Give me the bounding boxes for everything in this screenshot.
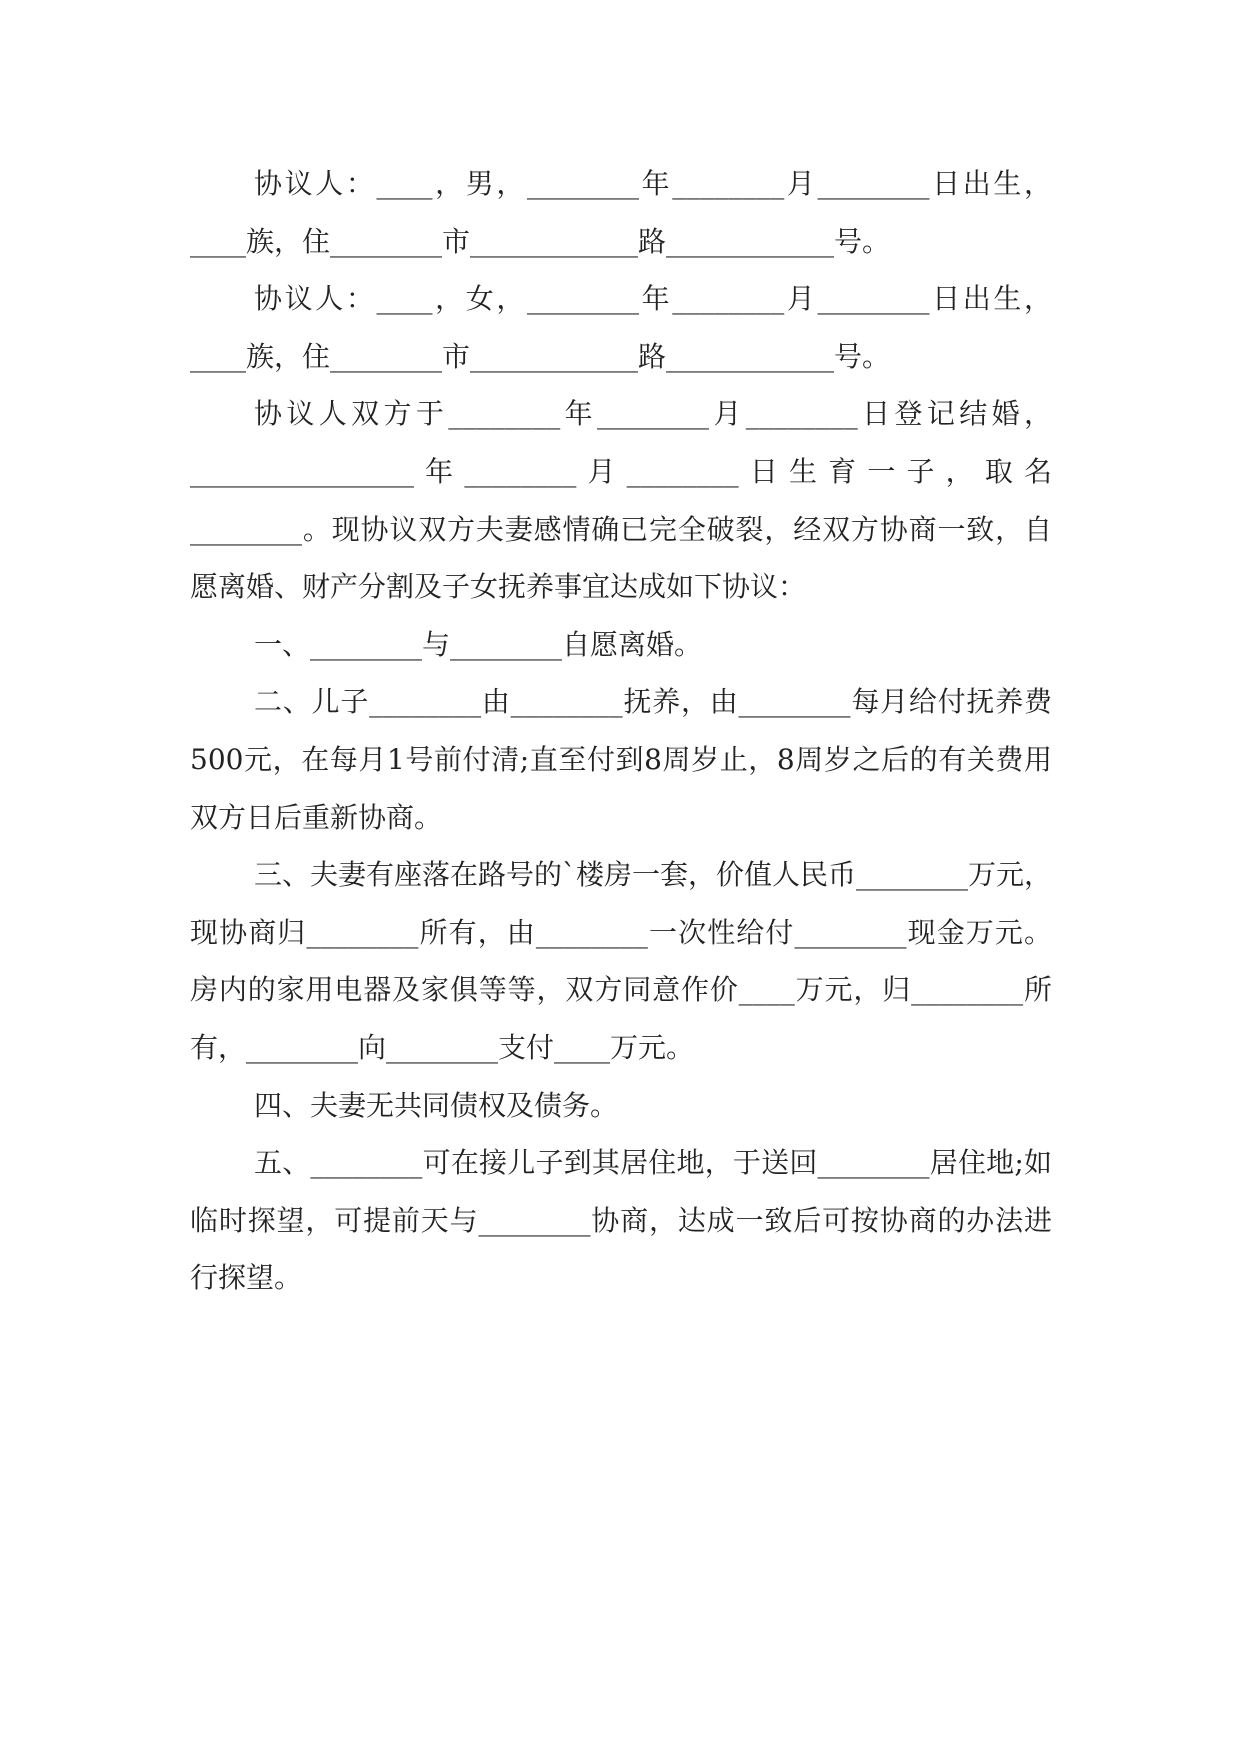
clause-2-child-custody: 二、儿子________由________抚养，由________每月给付抚养费500元，在每月1号前付清;直至付到8周岁止，8周岁之后的有关费用双方日后重新协商。 <box>190 685 1052 834</box>
party-female-paragraph: 协议人：____，女，________年________月________日出生，____族，住________市____________路____________号。 <box>190 282 1052 373</box>
clause-1-divorce: 一、________与________自愿离婚。 <box>254 627 703 661</box>
marriage-background-paragraph: 协议人双方于________年________月________日登记结婚，________________年________月________日生育一子，取名________。现协议双方夫妻感情确已完全破裂，经双方协商一致，自愿离婚、财产分割及子女抚养事宜达成如下协议： <box>190 397 1052 604</box>
clause-5-visitation: 五、________可在接儿子到其居住地，于送回________居住地;如临时探望，可提前天与________协商，达成一致后可按协商的办法进行探望。 <box>190 1146 1052 1295</box>
party-male-paragraph: 协议人：____，男，________年________月________日出生，____族，住________市____________路____________号。 <box>190 167 1052 258</box>
agreement-document <box>190 155 1052 1307</box>
clause-3-property: 三、夫妻有座落在路号的`楼房一套，价值人民币________万元，现协商归________所有，由________一次性给付________现金万元。房内的家用电器及家俱等等，双方同意作价____万元，归________所有，________向________支付____万元。 <box>190 858 1053 1064</box>
clause-4-debts: 四、夫妻无共同债权及债务。 <box>254 1088 619 1122</box>
